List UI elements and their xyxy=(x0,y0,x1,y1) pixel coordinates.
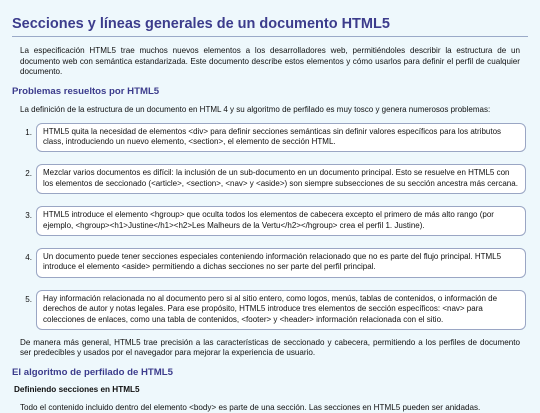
page-title: Secciones y líneas generales de un documento HTML5 xyxy=(12,0,528,37)
list-item xyxy=(12,123,528,153)
list-item-number: 4. xyxy=(25,252,32,262)
list-item-box: Mezclar varios documentos es difícil: la inclusión de un sub-documento en un documento principal. Esto se resuelve en HTML5 con los elementos de seccionado (<article>, <section>, <nav> y <aside>) son siempre subsecciones de su sección ancestra más cercana. xyxy=(36,164,526,194)
list-item xyxy=(12,248,528,278)
list-item xyxy=(12,290,528,330)
list-item-number: 1. xyxy=(25,127,32,137)
section-heading-problems: Problemas resueltos por HTML5 xyxy=(12,85,160,97)
problems-intro: La definición de la estructura de un documento en HTML 4 y su algoritmo de perfilado es muy tosco y genera numerosos problemas: xyxy=(20,104,491,114)
conclusion-paragraph: De manera más general, HTML5 trae precisión a las características de seccionado y cabecera, permitiendo a los perfiles de documento ser predecibles y usados por el navegador para mejorar la experiencia de usuario. xyxy=(20,337,520,358)
list-item-box: Un documento puede tener secciones especiales conteniendo información relacionado que no es parte del flujo principal. HTML5 introduce el elemento <aside> permitiendo a dichas secciones no ser parte del perfil principal. xyxy=(36,248,526,278)
list-item-number: 5. xyxy=(25,294,32,304)
list-item-box: HTML5 introduce el elemento <hgroup> que oculta todos los elementos de cabecera excepto el primero de más alto rango (por ejemplo, <hgroup><h1>Justine</h1><h2>Les Malheurs de la Vertu</h2></hgroup> crea el perfil 1. Justine). xyxy=(36,206,526,236)
list-item xyxy=(12,206,528,236)
list-item xyxy=(12,164,528,194)
cut-off-paragraph: Todo el contenido incluido dentro del elemento <body> es parte de una sección. Las secciones en HTML5 pueden ser anidadas. xyxy=(20,402,481,412)
list-item-number: 3. xyxy=(25,211,32,221)
intro-paragraph: La especificación HTML5 trae muchos nuevos elementos a los desarrolladores web, permitiéndoles describir la estructura de un documento web con semántica estandarizada. Este documento describe estos elementos y cómo usarlos para definir el perfil de cualquier documento. xyxy=(20,46,520,76)
list-item-number: 2. xyxy=(25,169,32,179)
problems-list xyxy=(12,123,528,330)
subsection-heading: Definiendo secciones en HTML5 xyxy=(14,384,140,394)
list-item-box: HTML5 quita la necesidad de elementos <div> para definir secciones semánticas sin definir valores específicos para los atributos class, introduciendo un nuevo elemento, <section>, el elemento de sección HTML. xyxy=(36,123,526,153)
list-item-box: Hay información relacionada no al documento pero si al sitio entero, como logos, menús, tablas de contenidos, o información de derechos de autor y notas legales. Para ese propósito, HTML5 introduce tres elementos de sección específicos: <nav> para colecciones de enlaces, como una tabla de contenidos, <footer> y <header> información relacionada con el sitio. xyxy=(36,290,526,330)
section-heading-algorithm: El algoritmo de perfilado de HTML5 xyxy=(12,366,173,378)
